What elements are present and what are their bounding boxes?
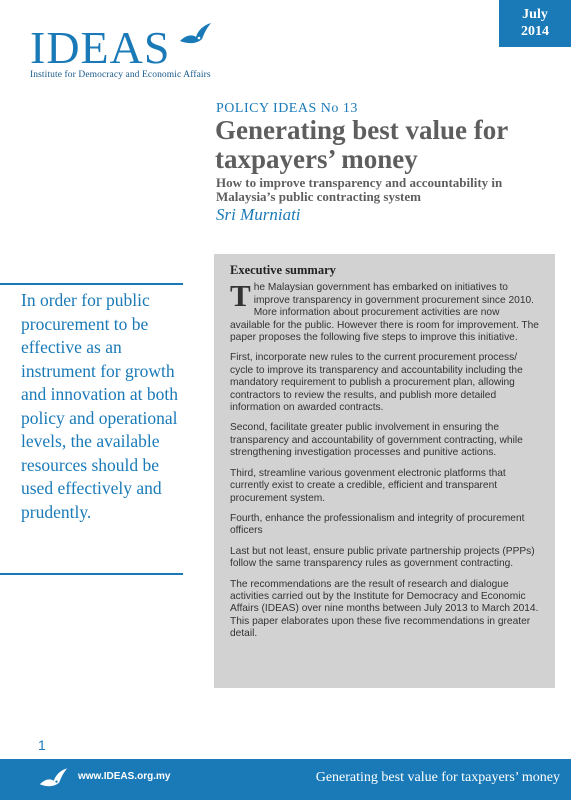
pull-quote: In order for public procurement to be effective as an instrument for growth and innovation at both policy and operational levels, the available resources should be used effectively and prudently. [21, 290, 178, 522]
author-name: Sri Murniati [216, 205, 301, 224]
summary-paragraph-1-text: he Malaysian government has embarked on initiatives to improve transparency in government procurement since 2010. More information about procurement activities are now available for the public. However there is room for improvement. The paper proposes the following five steps to improve this initiative. [230, 282, 539, 344]
ideas-logo [30, 22, 211, 80]
page-number: 1 [38, 737, 46, 753]
summary-paragraph-7: The recommendations are the result of research and dialogue activities carried out by the Institute for Democracy and Economic Affairs (IDEAS) over nine months between July 2013 to March 2014. This paper elaborates upon these five recommendations in greater detail. [230, 578, 539, 640]
logo-wordmark: IDEAS [30, 22, 171, 73]
bird-logo-icon [38, 766, 68, 792]
summary-heading: Executive summary [230, 263, 336, 277]
summary-paragraph-1 [230, 278, 541, 344]
summary-paragraph-5: Fourth, enhance the professionalism and integrity of procurement officers [230, 512, 525, 537]
website-link[interactable]: www.IDEAS.org.my [78, 771, 171, 782]
bird-logo-icon [178, 21, 212, 49]
footer-title: Generating best value for taxpayers’ money [315, 770, 560, 785]
date-month: July [522, 7, 548, 22]
summary-paragraph-6: Last but not least, ensure public private partnership projects (PPPs) follow the same transparency rules as government contracting. [230, 545, 535, 570]
summary-paragraph-2: First, incorporate new rules to the current procurement process/ cycle to improve its transparency and accountability including the mandatory requirement to publish a procurement plan, allowing contractors to review the results, and publish more detailed information on awarded contracts. [230, 352, 523, 414]
policy-number: POLICY IDEAS No 13 [216, 101, 358, 116]
executive-summary-box [214, 254, 555, 688]
date-year: 2014 [521, 24, 549, 39]
summary-paragraph-4: Third, streamline various govenment electronic platforms that currently exist to create a credible, efficient and transparent procurement system. [230, 467, 506, 504]
document-title: Generating best value for taxpayers’ money [215, 115, 508, 174]
date-badge [499, 0, 571, 47]
document-subtitle: How to improve transparency and accountability in Malaysia’s public contracting system [216, 175, 503, 204]
summary-paragraph-3: Second, facilitate greater public involvement in ensuring the transparency and accountability of government contracting, while strengthening investigation processes and punitive actions. [230, 422, 523, 459]
logo-tagline: Institute for Democracy and Economic Affairs [30, 70, 211, 80]
footer-bar [0, 759, 571, 800]
drop-cap: T [230, 278, 251, 314]
